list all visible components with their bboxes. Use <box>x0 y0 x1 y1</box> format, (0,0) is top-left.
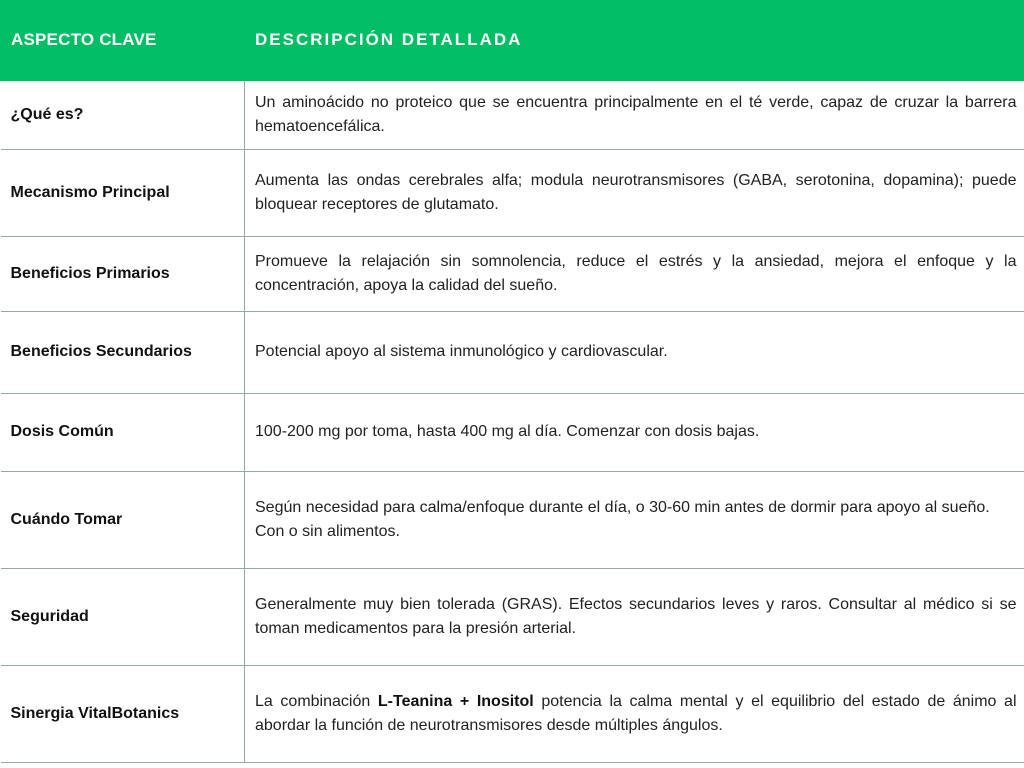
row-description: Promueve la relajación sin somnolencia, reduce el estrés y la ansiedad, mejora el enfoque y la concentración, apoya la calidad del sueño. <box>245 236 1024 311</box>
row-description: 100-200 mg por toma, hasta 400 mg al día. Comenzar con dosis bajas. <box>245 393 1024 471</box>
table-row <box>1 665 1024 762</box>
table-row <box>1 311 1024 393</box>
description-highlight: L-Teanina + Inositol <box>377 692 534 710</box>
row-aspect: Beneficios Secundarios <box>1 311 245 393</box>
row-aspect: Mecanismo Principal <box>1 149 245 236</box>
row-aspect: Beneficios Primarios <box>1 236 245 311</box>
row-description: Generalmente muy bien tolerada (GRAS). Efectos secundarios leves y raros. Consultar al médico si se toman medicamentos para la presión arterial. <box>245 568 1024 665</box>
row-aspect: Seguridad <box>1 568 245 665</box>
header-aspect: ASPECTO CLAVE <box>1 0 245 80</box>
table-row <box>1 393 1024 471</box>
table-row <box>1 471 1024 568</box>
row-aspect: Cuándo Tomar <box>1 471 245 568</box>
row-aspect: ¿Qué es? <box>1 80 245 149</box>
row-description: Aumenta las ondas cerebrales alfa; modula neurotransmisores (GABA, serotonina, dopamina); puede bloquear receptores de glutamato. <box>245 149 1024 236</box>
table-row <box>1 80 1024 149</box>
row-description <box>245 665 1024 762</box>
table-row <box>1 236 1024 311</box>
table-row <box>1 149 1024 236</box>
description-text: potencia la calma mental y el equilibrio del estado de ánimo al abordar la función de neurotransmisores desde múltiples ángulos. <box>255 692 1017 734</box>
row-description: Un aminoácido no proteico que se encuentra principalmente en el té verde, capaz de cruzar la barrera hematoencefálica. <box>245 80 1024 149</box>
description-text: La combinación <box>255 692 378 710</box>
row-aspect: Sinergia VitalBotanics <box>1 665 245 762</box>
row-aspect: Dosis Común <box>1 393 245 471</box>
row-description: Según necesidad para calma/enfoque durante el día, o 30-60 min antes de dormir para apoyo al sueño. Con o sin alimentos. <box>245 471 1024 568</box>
header-description: DESCRIPCIÓN DETALLADA <box>245 0 1024 80</box>
row-description: Potencial apoyo al sistema inmunológico y cardiovascular. <box>245 311 1024 393</box>
table-header-row <box>1 0 1024 80</box>
table-row <box>1 568 1024 665</box>
